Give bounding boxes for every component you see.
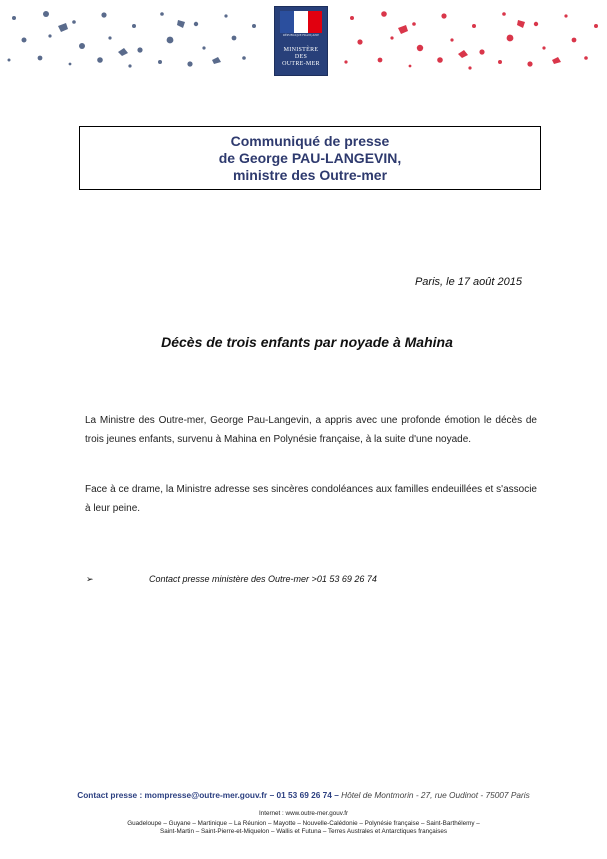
release-date: Paris, le 17 août 2015 [414,276,522,288]
footer-contact [0,790,607,800]
headline: Décès de trois enfants par noyade à Mahina [161,334,453,350]
footer-separator: – [334,790,342,800]
logo-ministry-name [275,47,327,68]
body-paragraph-2: Face à ce drame, la Ministre adresse ses sincères condoléances aux familles endeuillées et s'associe à leur peine. [85,484,537,514]
title-line: Communiqué de presse [230,133,390,149]
footer-territories-line: Guadeloupe – Guyane – Martinique – La Réunion – Mayotte – Nouvelle-Calédonie – Polynésie française – Saint-Barthélemy – [127,819,480,827]
marianne-flag-icon [280,11,322,33]
logo-republic-text: RÉPUBLIQUE FRANÇAISE [282,33,320,37]
footer-territories-line: Saint-Martin – Saint-Pierre-et-Miquelon – Wallis et Futuna – Terres Australes et Antarctiques françaises [160,828,447,835]
title-line: ministre des Outre-mer [232,167,388,183]
press-contact-text: Contact presse ministère des Outre-mer >01 53 69 26 74 [149,574,377,584]
footer-website: Internet : www.outre-mer.gouv.fr [258,810,349,817]
body-paragraph-1: La Ministre des Outre-mer, George Pau-Langevin, a appris avec une profonde émotion le décès de trois jeunes enfants, survenu à Mahina en Polynésie française, à la suite d'une noyade. [85,415,537,445]
footer-territories [0,810,607,837]
logo-ministry-line: OUTRE-MER [282,61,320,67]
logo-ministry-line: DES [294,54,308,60]
footer-contact-label: Contact presse : mompresse@outre-mer.gouv.fr – 01 53 69 26 74 [77,790,332,800]
press-release-title-box [79,126,541,190]
title-line: de George PAU-LANGEVIN, [218,150,402,166]
ministry-logo [274,6,328,76]
bullet-arrow-icon: ➢ [86,574,94,584]
header-banner [0,0,607,80]
logo-ministry-line: MINISTÈRE [283,47,319,53]
footer-address: Hôtel de Montmorin - 27, rue Oudinot - 75007 Paris [341,790,530,800]
